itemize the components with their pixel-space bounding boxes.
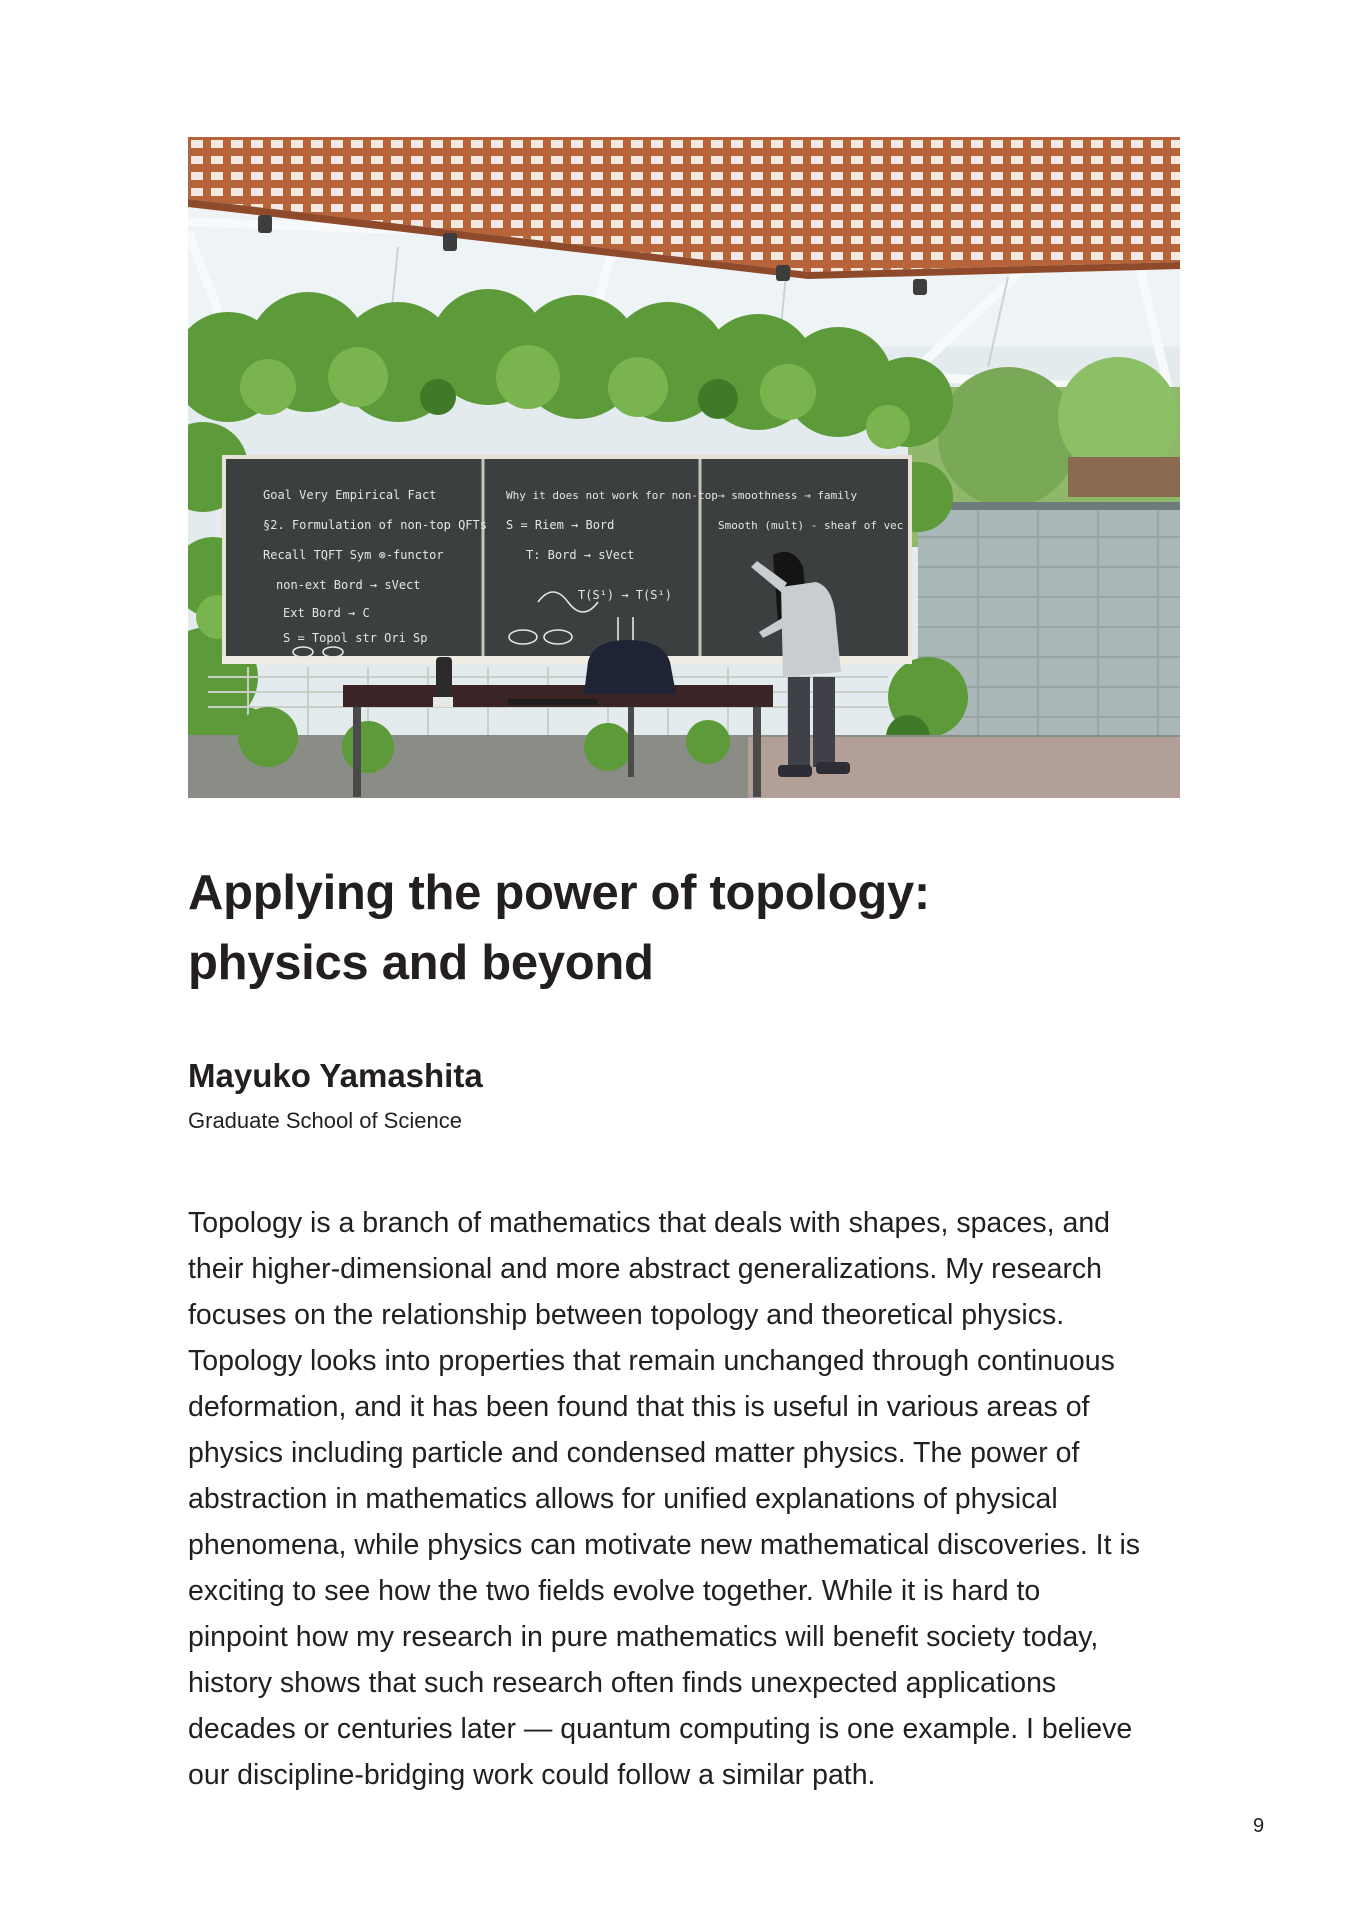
- chalk-text: T: Bord → sVect: [526, 548, 635, 562]
- chalk-text: non-ext Bord → sVect: [276, 578, 421, 592]
- article-photo: [188, 137, 1180, 798]
- chalk-text: Ext Bord → C: [283, 606, 370, 620]
- chalk-text: Why it does not work for non-top: [506, 489, 718, 502]
- body-line: phenomena, while physics can motivate new mathematical discoveries. It is: [188, 1529, 1141, 1561]
- title-line: Applying the power of topology:: [188, 866, 930, 920]
- body-line: their higher-dimensional and more abstract generalizations. My research: [188, 1253, 1103, 1285]
- body-line: physics including particle and condensed matter physics. The power of: [188, 1437, 1080, 1469]
- page-number: 9: [1253, 1815, 1265, 1837]
- chalk-text: S = Topol str Ori Sp: [283, 631, 428, 645]
- body-line: decades or centuries later — quantum computing is one example. I believe: [188, 1713, 1133, 1745]
- title-line: physics and beyond: [188, 936, 654, 990]
- article-title: [188, 858, 1180, 998]
- article-body: [188, 1200, 1188, 1798]
- body-line: pinpoint how my research in pure mathematics will benefit society today,: [188, 1621, 1099, 1653]
- author-name: Mayuko Yamashita: [188, 1057, 483, 1094]
- chalk-text: Recall TQFT Sym ⊗-functor: [263, 548, 444, 562]
- chalk-text: §2. Formulation of non-top QFTs: [263, 518, 487, 532]
- body-line: exciting to see how the two fields evolve together. While it is hard to: [188, 1575, 1041, 1607]
- body-line: deformation, and it has been found that this is useful in various areas of: [188, 1391, 1090, 1423]
- chalk-text: S = Riem → Bord: [506, 518, 615, 532]
- body-line: focuses on the relationship between topology and theoretical physics.: [188, 1299, 1065, 1331]
- body-line: Topology looks into properties that remain unchanged through continuous: [188, 1345, 1115, 1377]
- chalk-text: → smoothness → family: [718, 489, 858, 502]
- author-affiliation: Graduate School of Science: [188, 1108, 462, 1133]
- blackboard-scene: [188, 137, 1180, 798]
- body-line: our discipline-bridging work could follow a similar path.: [188, 1759, 876, 1791]
- body-line: history shows that such research often finds unexpected applications: [188, 1667, 1057, 1699]
- chalk-text: T(S¹) → T(S¹): [578, 588, 672, 602]
- body-line: Topology is a branch of mathematics that deals with shapes, spaces, and: [188, 1207, 1111, 1239]
- body-line: abstraction in mathematics allows for unified explanations of physical: [188, 1483, 1058, 1515]
- chalk-text: Goal Very Empirical Fact: [263, 488, 437, 502]
- chalk-text: Smooth (mult) - sheaf of vec: [718, 519, 904, 532]
